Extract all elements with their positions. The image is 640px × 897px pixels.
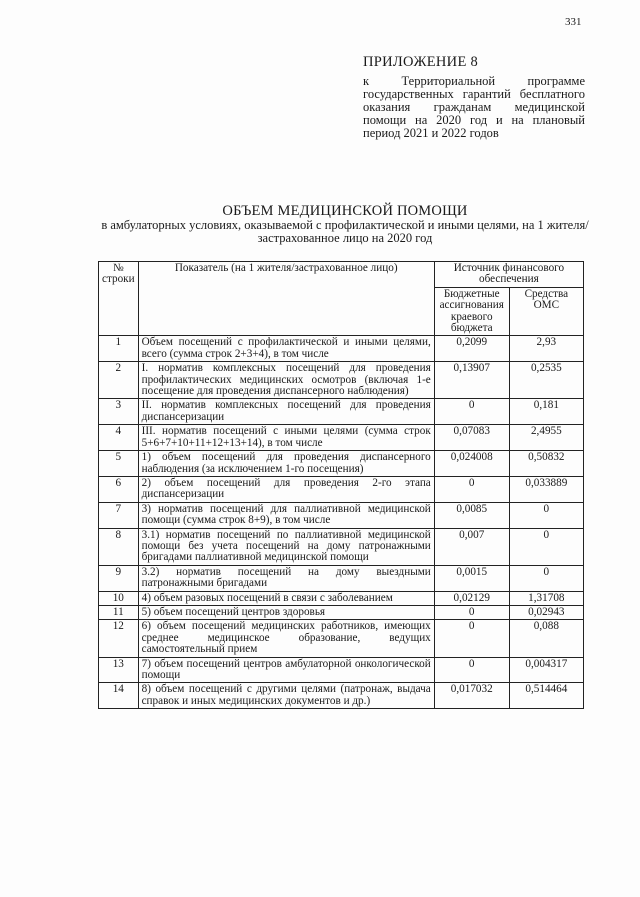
oms-value-cell: 0,181: [509, 399, 583, 425]
oms-value-cell: 0,004317: [509, 657, 583, 683]
row-number-cell: 9: [99, 565, 139, 591]
row-number-cell: 1: [99, 336, 139, 362]
appendix-title: ПРИЛОЖЕНИЕ 8: [363, 54, 479, 70]
row-number-cell: 8: [99, 528, 139, 565]
oms-value-cell: 0: [509, 528, 583, 565]
table-row: [99, 336, 584, 362]
row-number-cell: 10: [99, 591, 139, 605]
table-row: [99, 425, 584, 451]
budget-value-cell: 0,007: [434, 528, 509, 565]
budget-value-cell: 0,07083: [434, 425, 509, 451]
table-row: [99, 502, 584, 528]
document-title: [100, 203, 590, 245]
budget-value-cell: 0,017032: [434, 683, 509, 709]
header-budget: Бюджетные ассигнования краевого бюджета: [434, 287, 509, 336]
oms-value-cell: 0,088: [509, 620, 583, 657]
appendix-text: к Территориальной программе государственных гарантий бесплатного оказания гражданам медицинской помощи на 2020 год и на плановый период 2021 и 2022 годов: [363, 74, 585, 140]
row-number-cell: 13: [99, 657, 139, 683]
table-row: [99, 591, 584, 605]
budget-value-cell: 0,02129: [434, 591, 509, 605]
indicator-cell: 3.1) норматив посещений по паллиативной медицинской помощи без учета посещений на дому патронажными бригадами паллиативной медицинской помощи: [138, 528, 434, 565]
page-number: 331: [565, 16, 582, 28]
table-row: [99, 620, 584, 657]
row-number-cell: 2: [99, 362, 139, 399]
header-row-number: № строки: [99, 262, 139, 336]
oms-value-cell: 0,514464: [509, 683, 583, 709]
row-number-cell: 11: [99, 605, 139, 619]
row-number-cell: 6: [99, 476, 139, 502]
oms-value-cell: 2,4955: [509, 425, 583, 451]
indicator-cell: 4) объем разовых посещений в связи с заболеванием: [138, 591, 434, 605]
document-title-sub: в амбулаторных условиях, оказываемой с профилактической и иными целями, на 1 жителя/застрахованное лицо на 2020 год: [101, 218, 589, 245]
row-number-cell: 5: [99, 451, 139, 477]
table-row: [99, 657, 584, 683]
row-number-cell: 3: [99, 399, 139, 425]
indicator-cell: Объем посещений с профилактической и иными целями, всего (сумма строк 2+3+4), в том числе: [138, 336, 434, 362]
budget-value-cell: 0,13907: [434, 362, 509, 399]
table-row: [99, 362, 584, 399]
budget-value-cell: 0: [434, 476, 509, 502]
oms-value-cell: 2,93: [509, 336, 583, 362]
indicator-cell: 2) объем посещений для проведения 2-го этапа диспансеризации: [138, 476, 434, 502]
budget-value-cell: 0,0015: [434, 565, 509, 591]
document-title-main: ОБЪЕМ МЕДИЦИНСКОЙ ПОМОЩИ: [222, 203, 468, 219]
oms-value-cell: 0: [509, 565, 583, 591]
table-row: [99, 565, 584, 591]
oms-value-cell: 0,02943: [509, 605, 583, 619]
table-row: [99, 605, 584, 619]
indicator-cell: 1) объем посещений для проведения диспансерного наблюдения (за исключением 1-го посещения): [138, 451, 434, 477]
indicator-cell: III. норматив посещений с иными целями (сумма строк 5+6+7+10+11+12+13+14), в том числе: [138, 425, 434, 451]
budget-value-cell: 0,024008: [434, 451, 509, 477]
indicator-cell: II. норматив комплексных посещений для проведения диспансеризации: [138, 399, 434, 425]
volume-table: [98, 261, 584, 709]
header-funding-source: Источник финансового обеспечения: [434, 262, 583, 288]
budget-value-cell: 0: [434, 605, 509, 619]
indicator-cell: 5) объем посещений центров здоровья: [138, 605, 434, 619]
table-row: [99, 528, 584, 565]
table-header-row: [99, 262, 584, 288]
indicator-cell: 6) объем посещений медицинских работников, имеющих среднее медицинское образование, ведущих самостоятельный прием: [138, 620, 434, 657]
budget-value-cell: 0,0085: [434, 502, 509, 528]
oms-value-cell: 0,50832: [509, 451, 583, 477]
table-row: [99, 451, 584, 477]
row-number-cell: 14: [99, 683, 139, 709]
appendix-block: [363, 54, 585, 140]
indicator-cell: 3.2) норматив посещений на дому выездными патронажными бригадами: [138, 565, 434, 591]
budget-value-cell: 0: [434, 399, 509, 425]
table-row: [99, 683, 584, 709]
table-body: [99, 336, 584, 709]
header-oms: Средства ОМС: [509, 287, 583, 336]
indicator-cell: I. норматив комплексных посещений для проведения профилактических медицинских осмотров (включая 1-е посещение для проведения диспансерного наблюдения): [138, 362, 434, 399]
budget-value-cell: 0,2099: [434, 336, 509, 362]
row-number-cell: 4: [99, 425, 139, 451]
oms-value-cell: 0,033889: [509, 476, 583, 502]
indicator-cell: 3) норматив посещений для паллиативной медицинской помощи (сумма строк 8+9), в том числе: [138, 502, 434, 528]
oms-value-cell: 1,31708: [509, 591, 583, 605]
indicator-cell: 8) объем посещений с другими целями (патронаж, выдача справок и иных медицинских документов и др.): [138, 683, 434, 709]
indicator-cell: 7) объем посещений центров амбулаторной онкологической помощи: [138, 657, 434, 683]
table-row: [99, 476, 584, 502]
oms-value-cell: 0,2535: [509, 362, 583, 399]
row-number-cell: 7: [99, 502, 139, 528]
row-number-cell: 12: [99, 620, 139, 657]
budget-value-cell: 0: [434, 620, 509, 657]
budget-value-cell: 0: [434, 657, 509, 683]
oms-value-cell: 0: [509, 502, 583, 528]
table-row: [99, 399, 584, 425]
header-indicator: Показатель (на 1 жителя/застрахованное лицо): [138, 262, 434, 336]
